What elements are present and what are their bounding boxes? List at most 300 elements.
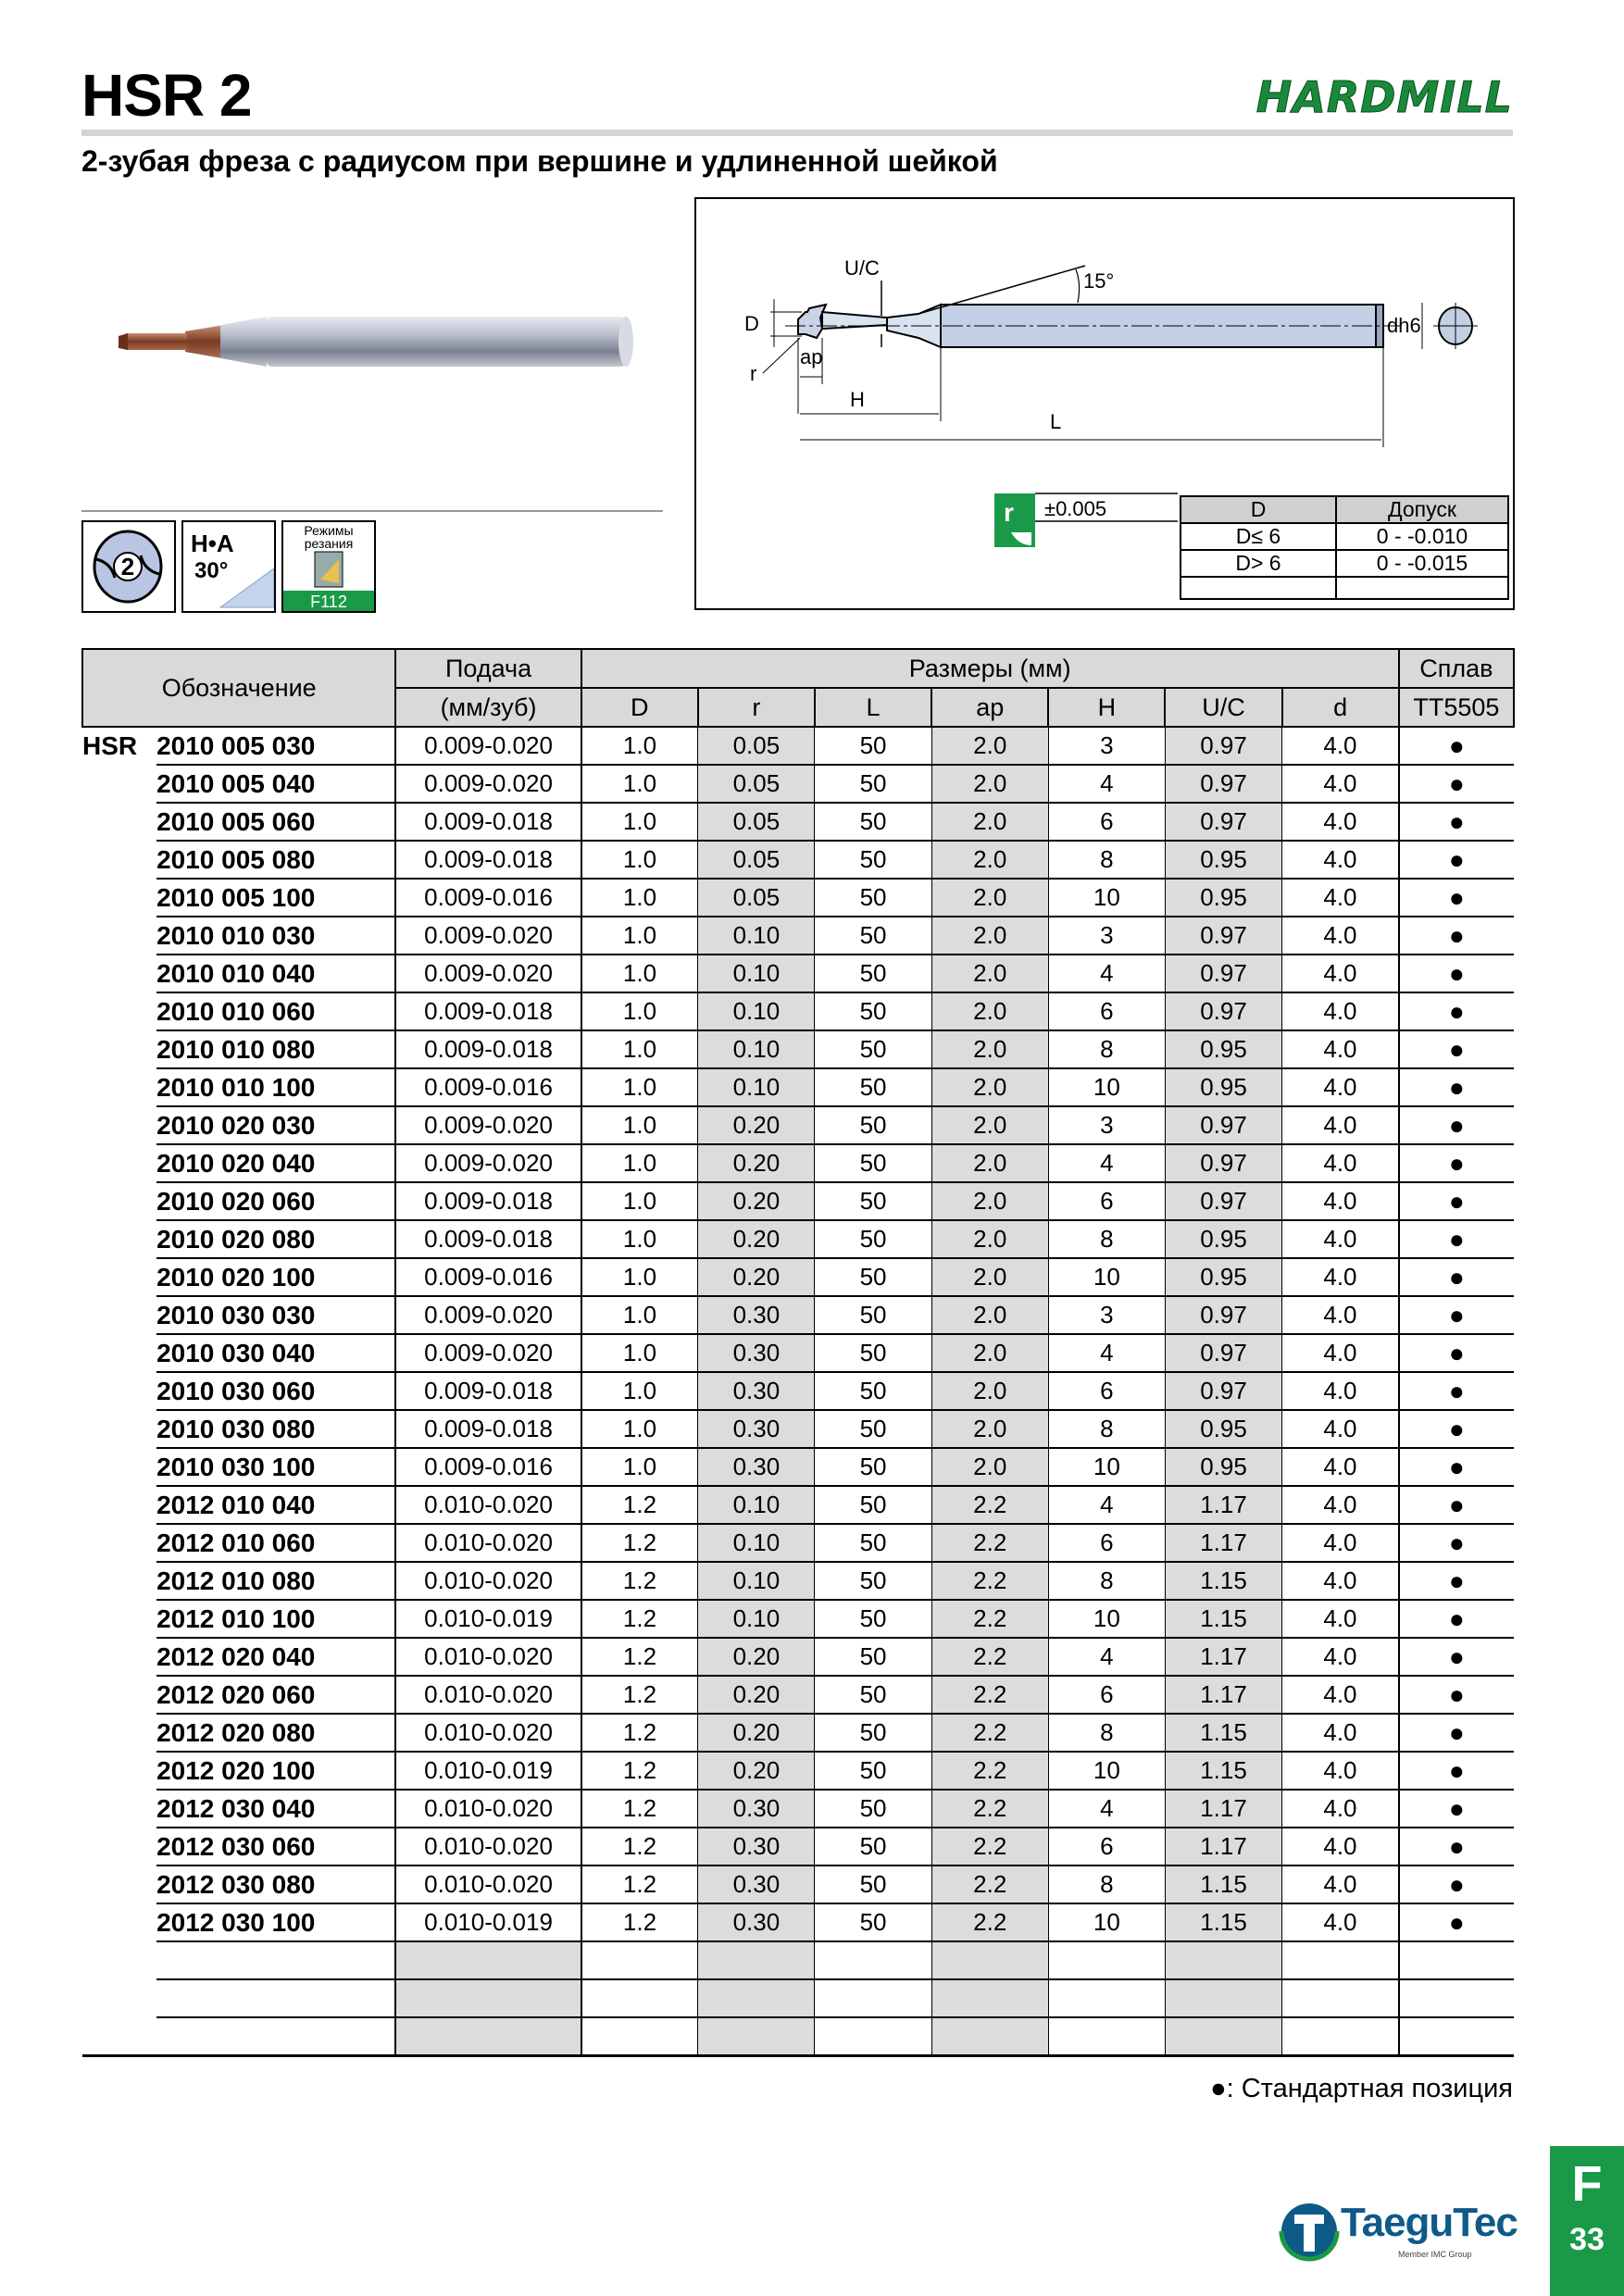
table-row — [82, 1714, 1514, 1752]
dimension-cell: 10 — [1048, 1903, 1165, 1941]
feed-cell: 0.009-0.018 — [395, 1030, 581, 1068]
table-row — [82, 1068, 1514, 1106]
dimension-cell: 10 — [1048, 1258, 1165, 1296]
dimension-cell: 1.17 — [1165, 1486, 1281, 1524]
dimension-cell: 1.2 — [581, 1714, 698, 1752]
dimension-cell: 1.2 — [581, 1638, 698, 1676]
tol-cell — [1336, 577, 1508, 599]
alloy-availability-cell: ● — [1399, 1334, 1514, 1372]
table-row — [82, 1410, 1514, 1448]
designation-cell: 2012 010 060 — [156, 1524, 395, 1562]
dimension-cell: 6 — [1048, 1676, 1165, 1714]
alloy-availability-cell: ● — [1399, 1676, 1514, 1714]
designation-cell: 2010 020 030 — [156, 1106, 395, 1144]
dimension-cell: 50 — [815, 917, 931, 955]
dimension-cell: 50 — [815, 1562, 931, 1600]
feed-cell: 0.009-0.020 — [395, 955, 581, 992]
dimension-cell: 2.2 — [931, 1562, 1048, 1600]
dimension-cell: 6 — [1048, 803, 1165, 841]
dimension-cell: 0.20 — [698, 1714, 815, 1752]
dimension-cell: 50 — [815, 1334, 931, 1372]
section-letter: F — [1571, 2156, 1603, 2212]
dimension-cell: 0.97 — [1165, 727, 1281, 765]
designation-prefix — [82, 1220, 156, 1258]
dimension-cell: 0.97 — [1165, 1144, 1281, 1182]
dimension-cell: 2.0 — [931, 1296, 1048, 1334]
col-header-d-shank: d — [1282, 688, 1399, 727]
table-row — [82, 1106, 1514, 1144]
dimension-cell: 1.0 — [581, 1410, 698, 1448]
designation-cell: 2010 020 080 — [156, 1220, 395, 1258]
alloy-availability-cell: ● — [1399, 1220, 1514, 1258]
dimension-cell: 8 — [1048, 1714, 1165, 1752]
dimension-cell: 0.97 — [1165, 1296, 1281, 1334]
dimension-cell: 10 — [1048, 1600, 1165, 1638]
alloy-availability-cell: ● — [1399, 1296, 1514, 1334]
dimension-cell: 2.2 — [931, 1903, 1048, 1941]
table-row — [82, 992, 1514, 1030]
dh6-label: dh6 — [1387, 314, 1421, 337]
dimension-cell: 1.0 — [581, 765, 698, 803]
dimension-cell: 0.30 — [698, 1866, 815, 1903]
designation-cell: 2012 030 060 — [156, 1828, 395, 1866]
feed-cell: 0.009-0.020 — [395, 1106, 581, 1144]
designation-prefix — [82, 1866, 156, 1903]
dimension-cell: 0.20 — [698, 1752, 815, 1790]
dimension-cell: 8 — [1048, 1220, 1165, 1258]
dimension-cell: 1.15 — [1165, 1714, 1281, 1752]
dimension-cell: 0.05 — [698, 841, 815, 879]
dimension-cell: 50 — [815, 1524, 931, 1562]
photo-divider — [81, 510, 663, 512]
dimension-cell: 4 — [1048, 765, 1165, 803]
empty-cell — [1048, 2017, 1165, 2055]
dimension-cell: 1.17 — [1165, 1676, 1281, 1714]
designation-cell: 2010 010 030 — [156, 917, 395, 955]
page-title: HSR 2 — [81, 62, 252, 129]
dimension-cell: 2.2 — [931, 1866, 1048, 1903]
dimension-cell: 0.05 — [698, 727, 815, 765]
dimension-cell: 4 — [1048, 1334, 1165, 1372]
dimension-cell: 2.2 — [931, 1524, 1048, 1562]
feed-cell: 0.010-0.020 — [395, 1676, 581, 1714]
dimension-cell: 0.10 — [698, 1562, 815, 1600]
dimension-cell: 4.0 — [1282, 955, 1399, 992]
designation-prefix — [82, 1372, 156, 1410]
feed-cell: 0.009-0.020 — [395, 765, 581, 803]
feed-cell: 0.009-0.020 — [395, 1144, 581, 1182]
tol-cell: D> 6 — [1181, 550, 1336, 577]
alloy-availability-cell: ● — [1399, 1144, 1514, 1182]
dimension-cell: 4.0 — [1282, 1486, 1399, 1524]
designation-cell: 2012 030 080 — [156, 1866, 395, 1903]
empty-cell — [931, 1979, 1048, 2017]
dimension-cell: 4.0 — [1282, 765, 1399, 803]
dimension-cell: 50 — [815, 992, 931, 1030]
dimension-cell: 4.0 — [1282, 1600, 1399, 1638]
feed-cell: 0.010-0.019 — [395, 1600, 581, 1638]
feed-cell: 0.010-0.020 — [395, 1714, 581, 1752]
empty-cell — [1165, 1941, 1281, 1979]
empty-cell — [581, 2017, 698, 2055]
designation-prefix — [82, 1334, 156, 1372]
dimension-cell: 0.95 — [1165, 1258, 1281, 1296]
designation-cell: 2010 030 060 — [156, 1372, 395, 1410]
dimension-cell: 2.0 — [931, 1372, 1048, 1410]
alloy-availability-cell: ● — [1399, 955, 1514, 992]
designation-cell: 2010 030 040 — [156, 1334, 395, 1372]
dimension-cell: 50 — [815, 841, 931, 879]
dimension-cell: 2.0 — [931, 1258, 1048, 1296]
alloy-availability-cell: ● — [1399, 1372, 1514, 1410]
empty-cell — [82, 1979, 156, 2017]
feed-cell: 0.009-0.016 — [395, 1258, 581, 1296]
designation-cell: 2012 010 040 — [156, 1486, 395, 1524]
empty-cell — [82, 2017, 156, 2055]
empty-table-row — [82, 1979, 1514, 2017]
designation-prefix — [82, 1106, 156, 1144]
empty-cell — [1048, 1979, 1165, 2017]
table-row — [82, 1448, 1514, 1486]
empty-table-row — [82, 1941, 1514, 1979]
empty-cell — [156, 1941, 395, 1979]
dimension-cell: 1.0 — [581, 1258, 698, 1296]
dimension-cell: 4.0 — [1282, 1752, 1399, 1790]
table-row — [82, 1144, 1514, 1182]
designation-cell: 2010 020 040 — [156, 1144, 395, 1182]
designation-prefix — [82, 765, 156, 803]
h-label: H — [850, 388, 865, 411]
empty-cell — [931, 1941, 1048, 1979]
feed-cell: 0.010-0.020 — [395, 1638, 581, 1676]
designation-cell: 2010 010 080 — [156, 1030, 395, 1068]
designation-cell: 2010 005 080 — [156, 841, 395, 879]
dimension-cell: 0.95 — [1165, 1068, 1281, 1106]
dimension-cell: 50 — [815, 1372, 931, 1410]
dimension-cell: 0.97 — [1165, 992, 1281, 1030]
dimension-cell: 6 — [1048, 1372, 1165, 1410]
dimension-cell: 2.0 — [931, 1410, 1048, 1448]
alloy-availability-cell: ● — [1399, 1866, 1514, 1903]
empty-cell — [815, 1979, 931, 2017]
dimension-cell: 2.0 — [931, 1220, 1048, 1258]
dimension-cell: 10 — [1048, 1068, 1165, 1106]
table-row — [82, 879, 1514, 917]
dimension-cell: 4.0 — [1282, 841, 1399, 879]
designation-cell: 2010 020 060 — [156, 1182, 395, 1220]
alloy-availability-cell: ● — [1399, 1258, 1514, 1296]
designation-prefix — [82, 1068, 156, 1106]
dimension-cell: 1.0 — [581, 1220, 698, 1258]
designation-prefix — [82, 917, 156, 955]
dimension-cell: 0.30 — [698, 1828, 815, 1866]
feed-cell: 0.010-0.019 — [395, 1903, 581, 1941]
dimension-cell: 50 — [815, 1144, 931, 1182]
dimension-cell: 0.30 — [698, 1296, 815, 1334]
dimension-cell: 50 — [815, 1600, 931, 1638]
dimension-cell: 2.0 — [931, 727, 1048, 765]
feed-cell: 0.009-0.016 — [395, 879, 581, 917]
feed-cell: 0.010-0.019 — [395, 1752, 581, 1790]
header-feed-unit: (мм/зуб) — [395, 688, 581, 727]
designation-cell: 2012 020 080 — [156, 1714, 395, 1752]
dimension-cell: 2.0 — [931, 1182, 1048, 1220]
header-alloy-grade: TT5505 — [1399, 688, 1514, 727]
designation-cell: 2012 010 100 — [156, 1600, 395, 1638]
dimension-cell: 0.10 — [698, 992, 815, 1030]
dimension-cell: 0.95 — [1165, 1220, 1281, 1258]
dimension-cell: 0.95 — [1165, 1410, 1281, 1448]
table-row — [82, 917, 1514, 955]
dimension-cell: 50 — [815, 765, 931, 803]
empty-cell — [395, 2017, 581, 2055]
empty-cell — [1399, 1979, 1514, 2017]
designation-prefix — [82, 1676, 156, 1714]
empty-cell — [931, 2017, 1048, 2055]
designation-cell: 2010 005 030 — [156, 727, 395, 765]
dimension-cell: 50 — [815, 1790, 931, 1828]
empty-cell — [698, 2017, 815, 2055]
dimension-cell: 4.0 — [1282, 1106, 1399, 1144]
dimension-cell: 4.0 — [1282, 1410, 1399, 1448]
dimension-cell: 1.0 — [581, 1296, 698, 1334]
dimension-cell: 1.2 — [581, 1866, 698, 1903]
designation-cell: 2010 005 040 — [156, 765, 395, 803]
empty-table-row — [82, 2017, 1514, 2055]
dimension-cell: 1.0 — [581, 879, 698, 917]
designation-prefix — [82, 1828, 156, 1866]
table-row — [82, 1752, 1514, 1790]
feed-cell: 0.009-0.018 — [395, 1372, 581, 1410]
cutting-conditions-icon — [281, 520, 376, 613]
empty-cell — [395, 1979, 581, 2017]
empty-cell — [1282, 2017, 1399, 2055]
dimension-cell: 6 — [1048, 1524, 1165, 1562]
designation-prefix — [82, 879, 156, 917]
dimension-cell: 0.10 — [698, 1030, 815, 1068]
alloy-availability-cell: ● — [1399, 1600, 1514, 1638]
dimension-cell: 4.0 — [1282, 1676, 1399, 1714]
dimension-cell: 50 — [815, 1410, 931, 1448]
designation-prefix — [82, 1638, 156, 1676]
dimension-cell: 2.0 — [931, 803, 1048, 841]
alloy-availability-cell: ● — [1399, 765, 1514, 803]
table-row — [82, 1866, 1514, 1903]
product-table — [81, 648, 1515, 2057]
dimension-cell: 1.15 — [1165, 1752, 1281, 1790]
dimension-cell: 1.17 — [1165, 1828, 1281, 1866]
dimension-cell: 8 — [1048, 1562, 1165, 1600]
helix-angle-icon — [181, 520, 276, 613]
dimension-cell: 1.0 — [581, 803, 698, 841]
designation-prefix — [82, 955, 156, 992]
alloy-availability-cell: ● — [1399, 727, 1514, 765]
dimension-cell: 0.10 — [698, 1524, 815, 1562]
feed-cell: 0.010-0.020 — [395, 1790, 581, 1828]
dimension-cell: 1.0 — [581, 1144, 698, 1182]
feed-cell: 0.009-0.020 — [395, 727, 581, 765]
tol-header-d: D — [1181, 496, 1336, 523]
designation-cell: 2010 030 030 — [156, 1296, 395, 1334]
dimension-cell: 2.2 — [931, 1638, 1048, 1676]
dimension-cell: 50 — [815, 1638, 931, 1676]
dimension-cell: 0.20 — [698, 1144, 815, 1182]
feed-cell: 0.010-0.020 — [395, 1562, 581, 1600]
alloy-availability-cell: ● — [1399, 1828, 1514, 1866]
dimension-cell: 4.0 — [1282, 1296, 1399, 1334]
dimension-cell: 0.95 — [1165, 1448, 1281, 1486]
dimension-cell: 4.0 — [1282, 1334, 1399, 1372]
feed-cell: 0.009-0.018 — [395, 1182, 581, 1220]
dimension-cell: 4.0 — [1282, 1372, 1399, 1410]
dimension-cell: 1.17 — [1165, 1524, 1281, 1562]
tolerance-table — [1180, 495, 1509, 600]
dimension-cell: 4.0 — [1282, 1562, 1399, 1600]
cutting-ref: F112 — [310, 593, 347, 611]
dimension-cell: 50 — [815, 1903, 931, 1941]
designation-cell: 2012 030 040 — [156, 1790, 395, 1828]
feed-cell: 0.010-0.020 — [395, 1486, 581, 1524]
dimension-cell: 2.0 — [931, 1068, 1048, 1106]
designation-prefix — [82, 1562, 156, 1600]
dimension-cell: 0.97 — [1165, 1334, 1281, 1372]
designation-prefix — [82, 1524, 156, 1562]
dimension-cell: 8 — [1048, 1410, 1165, 1448]
header-dimensions: Размеры (мм) — [581, 649, 1399, 688]
dimension-cell: 1.17 — [1165, 1790, 1281, 1828]
dimension-cell: 50 — [815, 1448, 931, 1486]
dimension-cell: 50 — [815, 1068, 931, 1106]
dimension-cell: 1.2 — [581, 1676, 698, 1714]
dimension-cell: 0.97 — [1165, 1182, 1281, 1220]
designation-prefix — [82, 1486, 156, 1524]
dimension-cell: 1.0 — [581, 1448, 698, 1486]
helix-angle: 30° — [194, 558, 229, 583]
dimension-cell: 0.30 — [698, 1448, 815, 1486]
r-tolerance-value: ±0.005 — [1044, 497, 1107, 520]
alloy-availability-cell: ● — [1399, 1714, 1514, 1752]
table-row — [82, 1372, 1514, 1410]
dimension-cell: 50 — [815, 1866, 931, 1903]
col-header-d: D — [581, 688, 698, 727]
dimension-cell: 0.20 — [698, 1676, 815, 1714]
dimension-cell: 0.30 — [698, 1790, 815, 1828]
dimension-cell: 0.30 — [698, 1410, 815, 1448]
table-row — [82, 1220, 1514, 1258]
flute-count: 2 — [120, 553, 135, 580]
alloy-availability-cell: ● — [1399, 1562, 1514, 1600]
dimension-cell: 0.20 — [698, 1258, 815, 1296]
l-label: L — [1050, 410, 1062, 433]
col-header-r: r — [698, 688, 815, 727]
tol-cell: D≤ 6 — [1181, 523, 1336, 550]
dimension-cell: 2.0 — [931, 992, 1048, 1030]
empty-cell — [395, 1941, 581, 1979]
dimension-cell: 4 — [1048, 1790, 1165, 1828]
dimension-cell: 1.2 — [581, 1600, 698, 1638]
dimension-cell: 2.0 — [931, 955, 1048, 992]
alloy-availability-cell: ● — [1399, 1524, 1514, 1562]
designation-prefix — [82, 1296, 156, 1334]
dimension-cell: 0.97 — [1165, 803, 1281, 841]
table-row — [82, 1296, 1514, 1334]
dimension-cell: 3 — [1048, 1106, 1165, 1144]
dimension-cell: 0.10 — [698, 1486, 815, 1524]
designation-prefix — [82, 803, 156, 841]
dimension-cell: 6 — [1048, 1182, 1165, 1220]
dimension-cell: 1.2 — [581, 1486, 698, 1524]
dimension-cell: 0.10 — [698, 1600, 815, 1638]
empty-cell — [698, 1979, 815, 2017]
header-feed: Подача — [395, 649, 581, 688]
designation-prefix — [82, 841, 156, 879]
feed-cell: 0.009-0.018 — [395, 992, 581, 1030]
empty-cell — [581, 1979, 698, 2017]
dimension-cell: 50 — [815, 955, 931, 992]
dimension-cell: 4 — [1048, 955, 1165, 992]
cutting-label-2: резания — [304, 536, 354, 551]
dimension-cell: 50 — [815, 879, 931, 917]
col-header-ap: ap — [931, 688, 1048, 727]
dimension-cell: 4.0 — [1282, 992, 1399, 1030]
table-row — [82, 1524, 1514, 1562]
dimension-cell: 4.0 — [1282, 879, 1399, 917]
table-row — [82, 955, 1514, 992]
alloy-availability-cell: ● — [1399, 879, 1514, 917]
page-subtitle: 2-зубая фреза с радиусом при вершине и удлиненной шейкой — [81, 144, 998, 178]
ap-label: ap — [800, 345, 823, 368]
dimension-cell: 2.0 — [931, 841, 1048, 879]
dimension-cell: 8 — [1048, 1866, 1165, 1903]
empty-cell — [1399, 1941, 1514, 1979]
dimension-cell: 6 — [1048, 1828, 1165, 1866]
table-row — [82, 1334, 1514, 1372]
feed-cell: 0.009-0.018 — [395, 841, 581, 879]
tool-photo — [119, 306, 637, 380]
dimension-cell: 4.0 — [1282, 1144, 1399, 1182]
feed-cell: 0.010-0.020 — [395, 1866, 581, 1903]
dimension-cell: 0.05 — [698, 803, 815, 841]
dimension-cell: 2.0 — [931, 1334, 1048, 1372]
dimension-cell: 4.0 — [1282, 1030, 1399, 1068]
dimension-cell: 0.95 — [1165, 841, 1281, 879]
dimension-cell: 1.2 — [581, 1562, 698, 1600]
alloy-availability-cell: ● — [1399, 1410, 1514, 1448]
dimension-cell: 10 — [1048, 1448, 1165, 1486]
header-alloy: Сплав — [1399, 649, 1514, 688]
dimension-cell: 4.0 — [1282, 1448, 1399, 1486]
dimension-cell: 2.2 — [931, 1752, 1048, 1790]
alloy-availability-cell: ● — [1399, 841, 1514, 879]
designation-cell: 2010 010 060 — [156, 992, 395, 1030]
feed-cell: 0.009-0.020 — [395, 1334, 581, 1372]
dimension-cell: 0.20 — [698, 1638, 815, 1676]
table-row — [82, 1600, 1514, 1638]
dimension-cell: 4.0 — [1282, 917, 1399, 955]
page-tab — [1550, 2146, 1624, 2296]
dimension-cell: 2.0 — [931, 917, 1048, 955]
tol-cell: 0 - -0.015 — [1336, 550, 1508, 577]
dimension-cell: 1.2 — [581, 1903, 698, 1941]
empty-cell — [82, 1941, 156, 1979]
feed-cell: 0.009-0.018 — [395, 1220, 581, 1258]
dimension-cell: 2.2 — [931, 1714, 1048, 1752]
page-number: 33 — [1569, 2222, 1605, 2257]
dimension-cell: 50 — [815, 1220, 931, 1258]
alloy-availability-cell: ● — [1399, 803, 1514, 841]
dimension-cell: 0.05 — [698, 765, 815, 803]
empty-cell — [815, 2017, 931, 2055]
